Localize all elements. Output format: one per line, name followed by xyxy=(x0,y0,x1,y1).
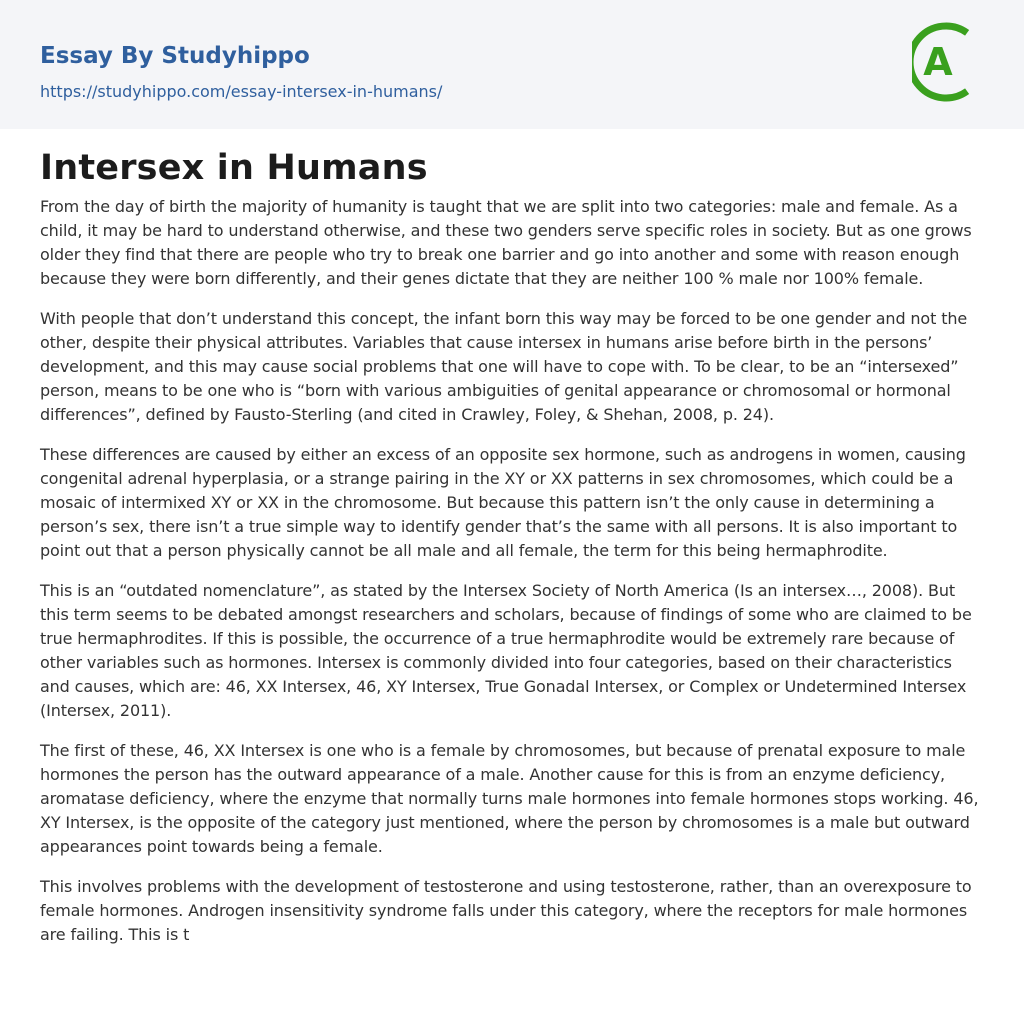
essay-paragraph: With people that don’t understand this concept, the infant born this way may be forced to be one gender and not the other, despite their physical attributes. Variables that cause intersex in humans arise before birth in the persons’ development, and this may cause social problems that one will have to cope with. To be clear, to be an “intersexed” person, means to be one who is “born with various ambiguities of genital appearance or chromosomal or hormonal differences”, defined by Fausto-Sterling (and cited in Crawley, Foley, & Shehan, 2008, p. 24). xyxy=(40,309,968,424)
essay-paragraph: From the day of birth the majority of humanity is taught that we are split into two categories: male and female. As a child, it may be hard to understand otherwise, and these two genders serve specific roles in society. But as one grows older they find that there are people who try to break one barrier and go into another and some with reason enough because they were born differently, and their genes dictate that they are neither 100 % male nor 100% female. xyxy=(40,197,972,288)
brand-name[interactable]: Essay By Studyhippo xyxy=(40,43,310,69)
essay-content xyxy=(0,129,1024,947)
essay-paragraph: These differences are caused by either an excess of an opposite sex hormone, such as androgens in women, causing congenital adrenal hyperplasia, or a strange pairing in the XY or XX patterns in sex chromosomes, which could be a mosaic of intermixed XY or XX in the chromosome. But because this pattern isn’t the only cause in determining a person’s sex, there isn’t a true simple way to identify gender that’s the same with all persons. It is also important to point out that a person physically cannot be all male and all female, the term for this being hermaphrodite. xyxy=(40,445,966,560)
studyhippo-logo-icon[interactable] xyxy=(912,20,986,104)
essay-paragraph: The first of these, 46, XX Intersex is one who is a female by chromosomes, but because of prenatal exposure to male hormones the person has the outward appearance of a male. Another cause for this is from an enzyme deficiency, aromatase deficiency, where the enzyme that normally turns male hormones into female hormones stops working. 46, XY Intersex, is the opposite of the category just mentioned, where the person by chromosomes is a male but outward appearances point towards being a female. xyxy=(40,741,979,856)
essay-url-link[interactable]: https://studyhippo.com/essay-intersex-in-humans/ xyxy=(40,82,443,101)
essay-paragraph: This is an “outdated nomenclature”, as stated by the Intersex Society of North America (Is an intersex…, 2008). But this term seems to be debated amongst researchers and scholars, because of findings of some who are claimed to be true hermaphrodites. If this is possible, the occurrence of a true hermaphrodite would be extremely rare because of other variables such as hormones. Intersex is commonly divided into four categories, based on their characteristics and causes, which are: 46, XX Intersex, 46, XY Intersex, True Gonadal Intersex, or Complex or Undetermined Intersex (Intersex, 2011). xyxy=(40,581,972,720)
logo-letter: A xyxy=(923,40,953,84)
site-header xyxy=(0,0,1024,129)
essay-paragraph: This involves problems with the development of testosterone and using testosterone, rather, than an overexposure to female hormones. Androgen insensitivity syndrome falls under this category, where the receptors for male hormones are failing. This is t xyxy=(40,877,972,944)
page-title: Intersex in Humans xyxy=(40,148,428,188)
